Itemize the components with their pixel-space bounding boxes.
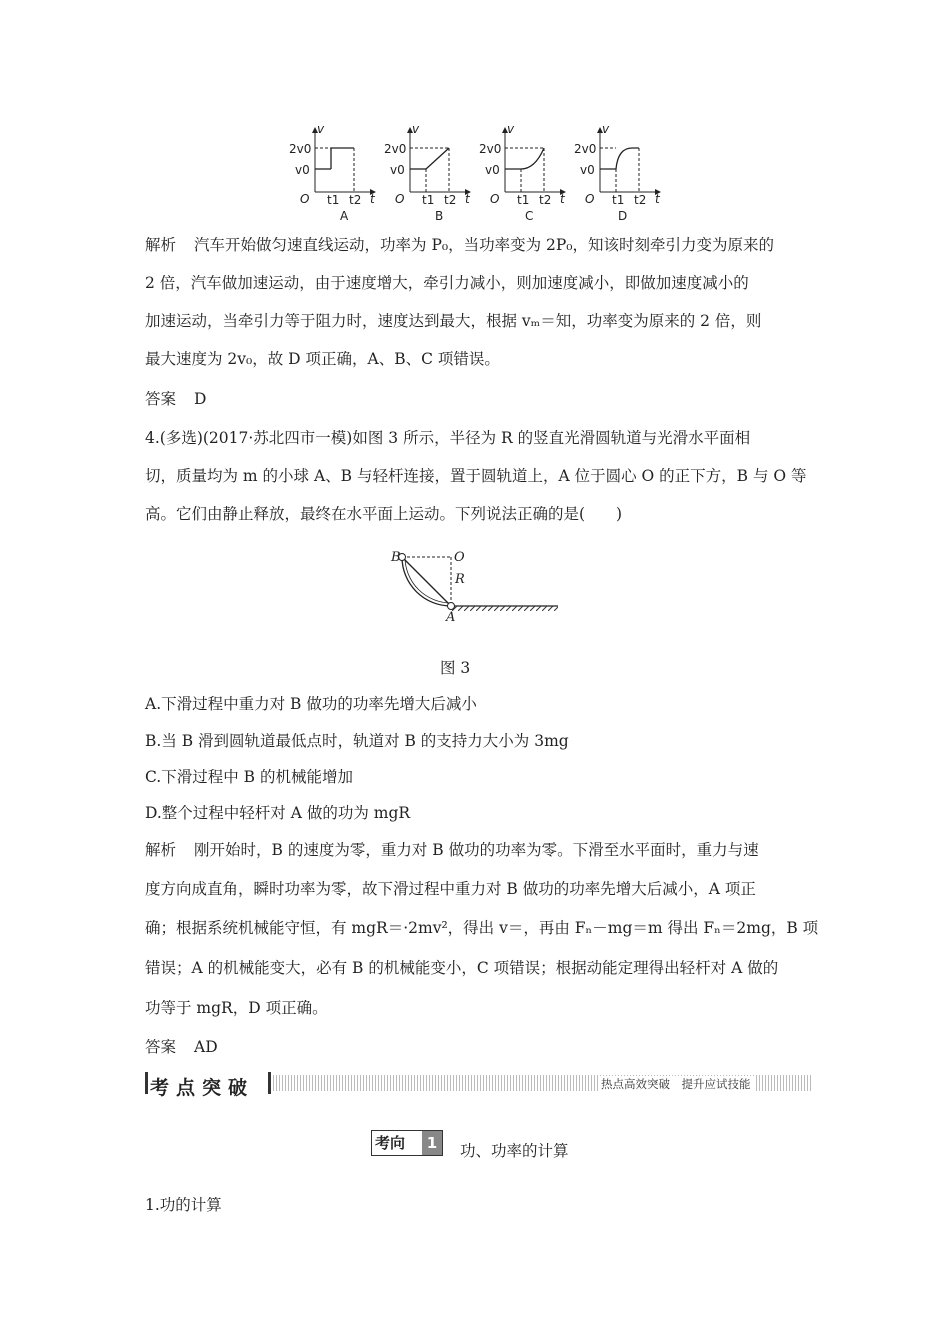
axis-t-label: t: [560, 192, 565, 206]
q4-option-b: B.当 B 滑到圆轨道最低点时，轨道对 B 的支持力大小为 3mg: [145, 732, 569, 750]
t1-label: t1: [327, 193, 340, 207]
t1-label: t1: [612, 193, 625, 207]
y-v0-label: v0: [485, 163, 500, 177]
origin-label: O: [300, 192, 310, 206]
axis-t-label: t: [370, 192, 375, 206]
q3-answer-line: [145, 387, 206, 409]
q4-stem-line-1: 4.(多选)(2017·苏北四市一模)如图 3 所示，半径为 R 的竖直光滑圆轨道与光滑水平面相: [145, 429, 751, 447]
y-2v0-label: 2v0: [289, 142, 312, 156]
q3-analysis-line-2: 2 倍，汽车做加速运动，由于速度增大，牵引力减小，则加速度减小，即做加速度减小的: [145, 274, 749, 292]
topic-badge: [371, 1130, 443, 1156]
topic-badge-text: 考向: [375, 1134, 406, 1152]
q4-analysis-text-1: 刚开始时，B 的速度为零，重力对 B 做功的功率为零。下滑至水平面时，重力与速: [194, 841, 759, 859]
axis-v-label: v: [602, 122, 610, 136]
q4-analysis-line-1: [145, 838, 759, 860]
graph-c: [505, 128, 565, 192]
y-v0-label: v0: [390, 163, 405, 177]
y-2v0-label: 2v0: [384, 142, 407, 156]
y-v0-label: v0: [580, 163, 595, 177]
topic-title: 功、功率的计算: [460, 1142, 569, 1160]
axis-v-label: v: [507, 122, 515, 136]
topic-badge-number: 1: [422, 1131, 442, 1155]
t2-label: t2: [349, 193, 362, 207]
q3-analysis-line-1: [145, 233, 774, 255]
graph-a: [315, 128, 375, 192]
graph-option-d: D: [618, 209, 628, 223]
t1-label: t1: [422, 193, 435, 207]
q4-analysis-line-5: 功等于 mgR，D 项正确。: [145, 999, 328, 1017]
t2-label: t2: [539, 193, 552, 207]
q4-answer: AD: [194, 1038, 218, 1056]
subheading: 1.功的计算: [145, 1196, 222, 1214]
answer-label: 答案: [145, 1038, 177, 1056]
q4-stem-line-3: 高。它们由静止释放，最终在水平面上运动。下列说法正确的是( ): [145, 505, 623, 523]
axis-v-label: v: [412, 122, 420, 136]
fig-label-a: A: [446, 610, 456, 625]
fig-label-o: O: [454, 550, 465, 565]
q3-analysis-line-4: 最大速度为 2v₀，故 D 项正确，A、B、C 项错误。: [145, 350, 500, 368]
q3-analysis-line-3: 加速运动，当牵引力等于阻力时，速度达到最大，根据 vₘ＝知，功率变为原来的 2 倍，则: [145, 312, 762, 330]
q4-option-c: C.下滑过程中 B 的机械能增加: [145, 768, 353, 786]
q4-analysis-line-4: 错误；A 的机械能变大，必有 B 的机械能变小，C 项错误；根据动能定理得出轻杆对 A 做的: [145, 959, 779, 977]
analysis-label: 解析: [145, 236, 177, 254]
axis-t-label: t: [655, 192, 660, 206]
q4-analysis-line-3: 确；根据系统机械能守恒，有 mgR＝·2mv²，得出 v＝，再由 Fₙ－mg＝m 得出 Fₙ＝2mg，B 项: [145, 919, 819, 937]
y-2v0-label: 2v0: [479, 142, 502, 156]
q4-answer-line: [145, 1035, 218, 1057]
figure-3: [380, 545, 570, 630]
fig-label-r: R: [455, 572, 465, 587]
t2-label: t2: [634, 193, 647, 207]
graph-b: [410, 128, 470, 192]
t1-label: t1: [517, 193, 530, 207]
graph-option-c: C: [525, 209, 534, 223]
q4-stem-line-2: 切，质量均为 m 的小球 A、B 与轻杆连接，置于圆轨道上，A 位于圆心 O 的正下方，B 与 O 等: [145, 467, 807, 485]
graph-option-b: B: [435, 209, 444, 223]
y-v0-label: v0: [295, 163, 310, 177]
q3-analysis-text-1: 汽车开始做匀速直线运动，功率为 P₀，当功率变为 2P₀，知该时刻牵引力变为原来的: [194, 236, 775, 254]
q4-analysis-line-2: 度方向成直角，瞬时功率为零，故下滑过程中重力对 B 做功的功率先增大后减小，A 项正: [145, 880, 756, 898]
figure-caption: 图 3: [440, 659, 471, 677]
axis-v-label: v: [317, 122, 325, 136]
q4-option-a: A.下滑过程中重力对 B 做功的功率先增大后减小: [145, 695, 477, 713]
section-title: 考点突破: [150, 1077, 255, 1099]
q3-answer: D: [194, 390, 207, 408]
answer-label: 答案: [145, 390, 177, 408]
analysis-label: 解析: [145, 841, 177, 859]
axis-t-label: t: [465, 192, 470, 206]
banner-left-bar: [145, 1072, 148, 1094]
section-slogan: 热点高效突破 提升应试技能: [598, 1076, 754, 1092]
y-2v0-label: 2v0: [574, 142, 597, 156]
banner-divider: [268, 1072, 271, 1094]
graph-d: [600, 128, 660, 192]
origin-label: O: [585, 192, 595, 206]
graph-option-a: A: [340, 209, 349, 223]
origin-label: O: [395, 192, 405, 206]
fig-label-b: B: [391, 550, 401, 565]
origin-label: O: [490, 192, 500, 206]
t2-label: t2: [444, 193, 457, 207]
q4-option-d: D.整个过程中轻杆对 A 做的功为 mgR: [145, 804, 411, 822]
